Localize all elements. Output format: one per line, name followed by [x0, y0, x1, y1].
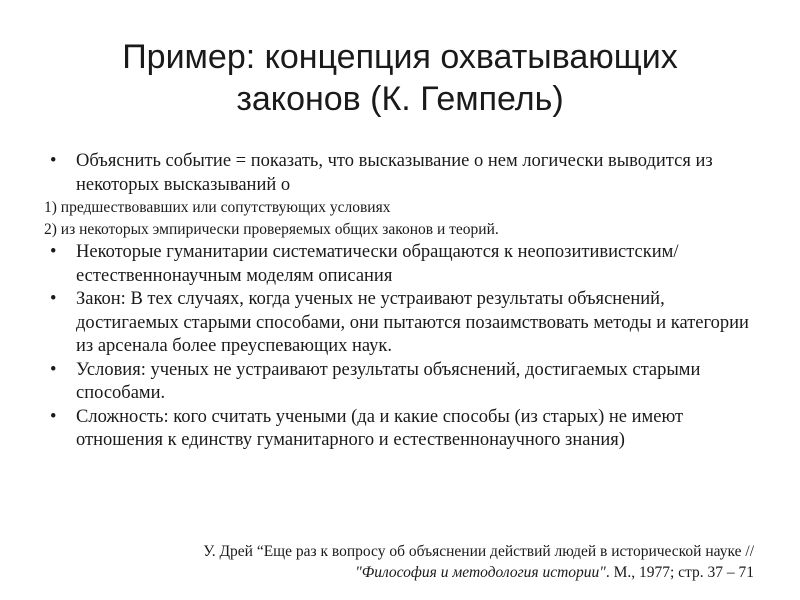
slide-title-line-1: Пример: концепция охватывающих — [122, 38, 678, 76]
source-line-1: У. Дрей “Еще раз к вопросу об объяснении действий людей в исторической науке // — [203, 543, 754, 560]
slide-title-line-2: законов (К. Гемпель) — [236, 80, 564, 118]
bullet-item-humanities — [44, 241, 764, 288]
bullet-item-conditions — [44, 359, 764, 406]
sub-item-conditions: 1) предшествовавших или сопутствующих условиях — [44, 199, 391, 216]
bullet-dot-icon: • — [50, 289, 57, 309]
sub-item-laws: 2) из некоторых эмпирически проверяемых общих законов и теорий. — [44, 221, 499, 238]
source-citation — [54, 541, 754, 583]
source-journal: "Философия и методология истории" — [355, 564, 606, 581]
bullet-item-explain-event — [44, 150, 764, 197]
bullet-dot-icon: • — [50, 359, 57, 380]
bullet-text: Закон: В тех случаях, когда ученых не устраивают результаты объяснений, достигаемых старыми способами, они пытаются позаимствовать методы и категории из арсенала более преуспевающих наук. — [76, 289, 749, 356]
bullet-text: Объяснить событие = показать, что высказывание о нем логически выводится из некоторых высказываний о — [76, 151, 713, 195]
slide-content — [44, 150, 764, 453]
bullet-text: Условия: ученых не устраивают результаты объяснений, достигаемых старыми способами. — [76, 359, 701, 403]
source-line-2 — [54, 562, 754, 583]
bullet-dot-icon: • — [50, 151, 57, 171]
bullet-item-law — [44, 288, 764, 359]
bullet-item-difficulty — [44, 406, 764, 453]
bullet-dot-icon: • — [50, 242, 57, 262]
bullet-text: Некоторые гуманитарии систематически обращаются к неопозитивистским/естественнонаучным моделям описания — [76, 242, 679, 286]
bullet-dot-icon: • — [50, 406, 57, 427]
slide-title — [60, 36, 740, 120]
source-details: . М., 1977; стр. 37 – 71 — [605, 564, 754, 581]
bullet-text: Сложность: кого считать учеными (да и какие способы (из старых) не имеют отношения к единству гуманитарного и естественнонаучного знания) — [76, 406, 684, 450]
